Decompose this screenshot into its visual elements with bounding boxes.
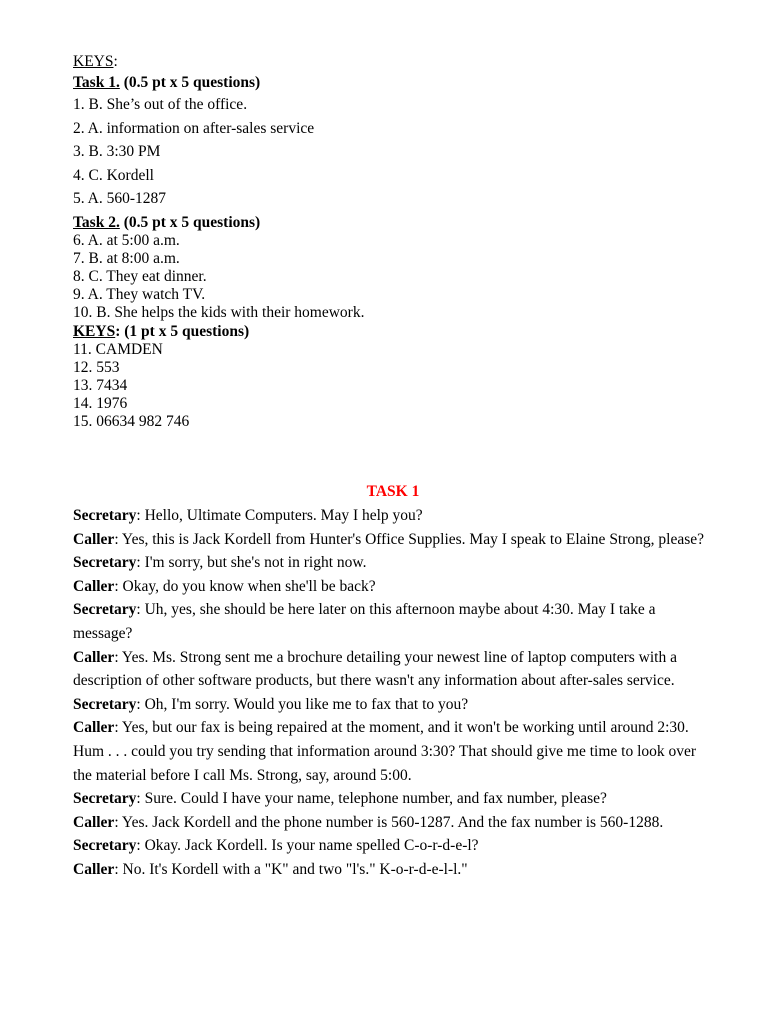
- answer-item: 7. B. at 8:00 a.m.: [73, 249, 180, 267]
- keys3-label: KEYS: [73, 322, 116, 340]
- speaker-name: Caller: [73, 530, 115, 548]
- keys3-answers: [73, 341, 713, 431]
- answer-keys: [73, 51, 713, 431]
- answer-item: 8. C. They eat dinner.: [73, 267, 207, 285]
- task1-answers: [73, 93, 713, 211]
- speaker-name: Secretary: [73, 601, 137, 619]
- answer-item: 1. B. She’s out of the office.: [73, 96, 248, 113]
- dialogue-line: [73, 504, 713, 528]
- keys3-points: : (1 pt x 5 questions): [115, 322, 250, 340]
- dialogue-line: [73, 858, 713, 882]
- answer-item: 4. C. Kordell: [73, 166, 154, 184]
- task2-answers: [73, 232, 713, 322]
- answer-item: 15. 06634 982 746: [73, 412, 190, 430]
- speaker-text: : No. It's Kordell with a "K" and two "l's." K-o-r-d-e-l-l.": [114, 860, 468, 878]
- keys-header-suffix: :: [113, 53, 118, 70]
- dialogue-line: [73, 575, 713, 599]
- dialogue-line: [73, 693, 713, 717]
- speaker-name: Caller: [73, 648, 115, 666]
- task2-key-label: Task 2.: [73, 213, 120, 231]
- dialogue-line: [73, 716, 713, 787]
- answer-item: 14. 1976: [73, 394, 128, 412]
- dialogue-line: [73, 834, 713, 858]
- speaker-text: : Oh, I'm sorry. Would you like me to fax that to you?: [136, 695, 469, 713]
- speaker-name: Caller: [73, 813, 115, 831]
- speaker-name: Secretary: [73, 790, 137, 808]
- speaker-text: : Sure. Could I have your name, telephone number, and fax number, please?: [136, 790, 607, 808]
- dialogue-line: [73, 528, 713, 552]
- speaker-name: Secretary: [73, 695, 137, 713]
- speaker-text: : Hello, Ultimate Computers. May I help you?: [136, 507, 423, 524]
- speaker-name: Secretary: [73, 507, 137, 524]
- task1-transcript: [73, 480, 713, 882]
- answer-item: 5. A. 560-1287: [73, 190, 166, 208]
- task1-key-label: Task 1.: [73, 74, 120, 91]
- answer-item: 10. B. She helps the kids with their homework.: [73, 303, 365, 321]
- speaker-text: : Yes, this is Jack Kordell from Hunter's Office Supplies. May I speak to Elaine Strong, please?: [114, 530, 705, 548]
- answer-item: 6. A. at 5:00 a.m.: [73, 231, 180, 249]
- speaker-name: Caller: [73, 860, 115, 878]
- task2-key-points: (0.5 pt x 5 questions): [119, 213, 261, 231]
- speaker-name: Caller: [73, 719, 115, 737]
- answer-item: 2. A. information on after-sales service: [73, 119, 315, 137]
- speaker-name: Caller: [73, 577, 115, 595]
- keys3-header: [73, 322, 713, 341]
- answer-item: 12. 553: [73, 358, 120, 376]
- answer-item: 11. CAMDEN: [73, 340, 163, 358]
- speaker-text: : Yes. Ms. Strong sent me a brochure detailing your newest line of laptop computers with a description of other software products, but there wasn't any information about after-sales service.: [73, 648, 677, 690]
- dialogue-line: [73, 646, 713, 693]
- task1-key-points: (0.5 pt x 5 questions): [119, 74, 261, 91]
- answer-item: 9. A. They watch TV.: [73, 285, 206, 303]
- dialogue: [73, 504, 713, 882]
- speaker-text: : Okay. Jack Kordell. Is your name spelled C-o-r-d-e-l?: [136, 837, 479, 855]
- speaker-text: : I'm sorry, but she's not in right now.: [136, 554, 367, 572]
- speaker-text: : Uh, yes, she should be here later on this afternoon maybe about 4:30. May I take a message?: [73, 601, 656, 642]
- answer-item: 13. 7434: [73, 376, 128, 394]
- dialogue-line: [73, 551, 713, 575]
- keys-header: [73, 51, 713, 72]
- dialogue-line: [73, 787, 713, 811]
- dialogue-line: [73, 598, 713, 645]
- speaker-text: : Yes. Jack Kordell and the phone number is 560-1287. And the fax number is 560-1288.: [114, 813, 664, 831]
- speaker-text: : Yes, but our fax is being repaired at the moment, and it won't be working until around 2:30. Hum . . . could you try sending that information around 3:30? That should give me time to look over the material before I call Ms. Strong, say, around 5:00.: [73, 719, 697, 784]
- dialogue-line: [73, 811, 713, 835]
- speaker-name: Secretary: [73, 837, 137, 855]
- transcript-title: TASK 1: [366, 483, 420, 500]
- answer-item: 3. B. 3:30 PM: [73, 143, 161, 161]
- task2-key-header: [73, 213, 713, 232]
- speaker-name: Secretary: [73, 554, 137, 572]
- keys-header-label: KEYS: [73, 53, 114, 70]
- task1-key-header: [73, 72, 713, 93]
- speaker-text: : Okay, do you know when she'll be back?: [114, 577, 376, 595]
